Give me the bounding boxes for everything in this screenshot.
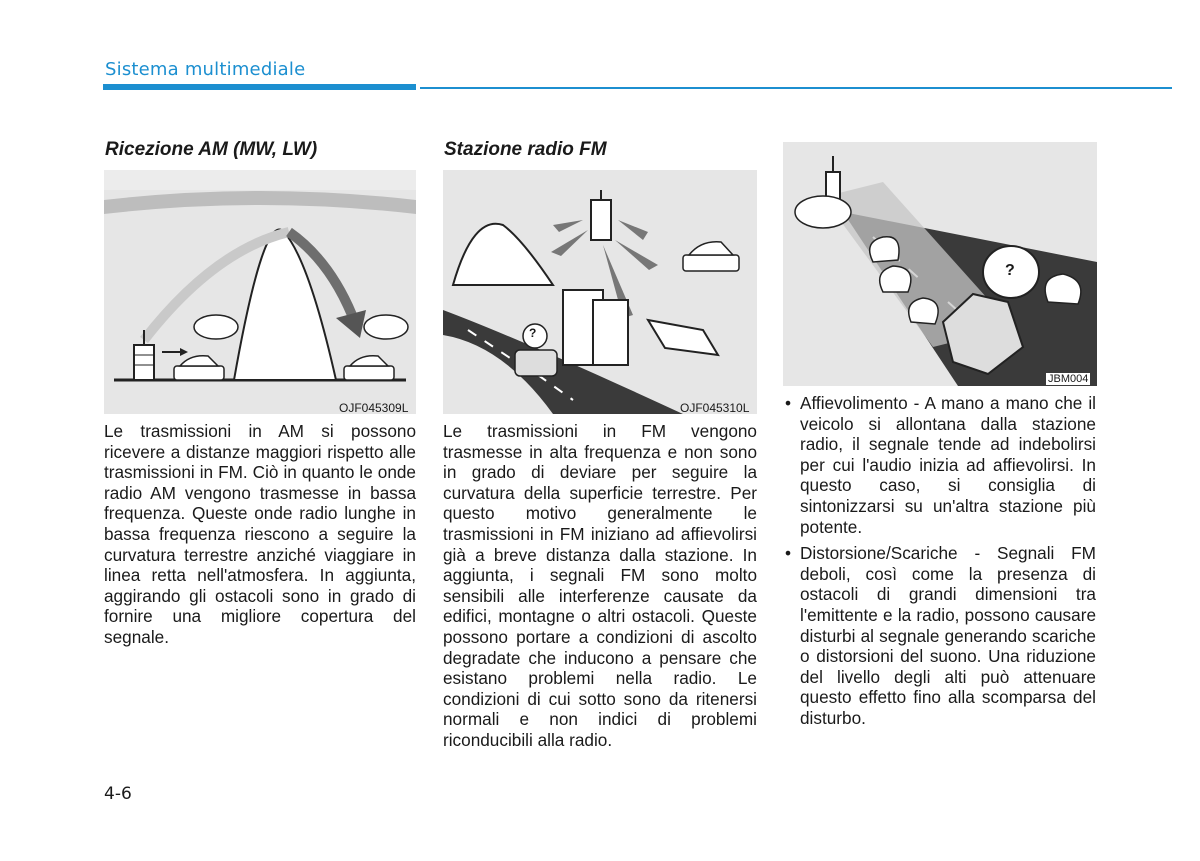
page-number: 4-6 xyxy=(104,784,132,804)
fm-figure-code: OJF045310L xyxy=(680,401,750,415)
list-item: • Distorsione/Scariche - Segnali FM deboli, così come la presenza di ostacoli di grandi dimensioni tra l'emittente e la radio, possono causare disturbi al segnale generando scariche o distorsioni del suono. Una riduzione del livello degli alti può attenuare questo effetto fino alla scomparsa del disturbo. xyxy=(784,543,1096,728)
fading-question-mark: ? xyxy=(1005,262,1015,279)
am-body-text: Le trasmissioni in AM si possono ricevere a distanze maggiori rispetto alle trasmissioni in FM. Ciò in quanto le onde radio AM vengono trasmesse in bassa frequenza. Queste onde radio lunghe in bassa frequenza riescono a seguire la curvatura terrestre anziché viaggiare in linea retta nell'atmosfera. In aggiunta, aggirando gli ostacoli sono in grado di fornire una migliore copertura del segnale. xyxy=(104,421,416,647)
am-figure-code: OJF045309L xyxy=(339,401,409,415)
fm-issues-list xyxy=(784,393,1096,735)
fm-question-mark: ? xyxy=(529,326,537,340)
list-item: • Affievolimento - A mano a mano che il veicolo si allontana dalla stazione radio, il segnale tende ad indebolirsi per cui l'audio inizia ad affievolirsi. In questo caso, si consiglia di sintonizzarsi su un'altra stazione più potente. xyxy=(784,393,1096,537)
fading-figure xyxy=(783,142,1097,386)
fm-body-text: Le trasmissioni in FM vengono trasmesse in alta frequenza e non sono in grado di deviare per seguire la curvatura della superficie terrestre. Per questo motivo generalmente le trasmissioni in FM iniziano ad affievolirsi già a breve distanza dalla stazione. In aggiunta, i segnali FM sono molto sensibili alle interferenze causate da edifici, montagne o altri ostacoli. Queste possono portare a condizioni di ascolto degradate che inducono a pensare che esistano problemi nella radio. Le condizioni di cui sotto sono da ritenersi normali e non indici di problemi riconducibili alla radio. xyxy=(443,421,757,750)
am-heading: Ricezione AM (MW, LW) xyxy=(105,139,318,160)
am-figure xyxy=(104,170,416,414)
fm-figure xyxy=(443,170,757,414)
header-rule-thick xyxy=(103,84,416,90)
fm-heading: Stazione radio FM xyxy=(444,139,607,160)
fading-figure-code: JBM004 xyxy=(1048,373,1089,385)
section-title: Sistema multimediale xyxy=(105,59,306,80)
header-rule-thin xyxy=(420,87,1172,89)
